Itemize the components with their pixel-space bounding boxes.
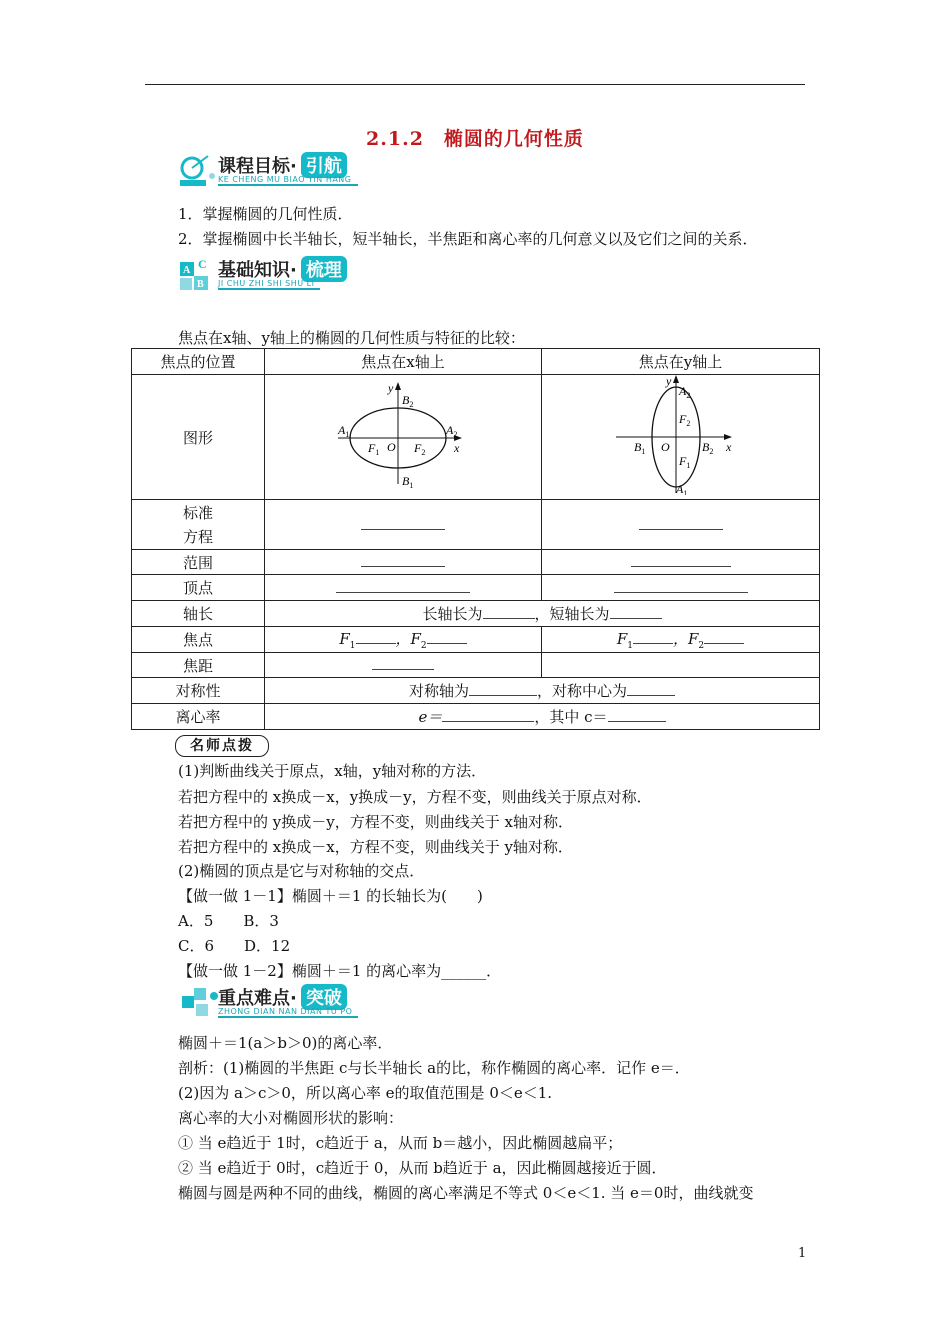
exercise-1-2: 【做一做 1－2】椭圆＋＝1 的离心率为______． [178, 962, 502, 980]
intro-line: 焦点在x轴、y轴上的椭圆的几何性质与特征的比较： [178, 329, 525, 347]
label-a2: $A_2$ [446, 423, 458, 439]
banner-basic-knowledge [178, 254, 408, 296]
page-number: 1 [798, 1246, 807, 1261]
svg-text:C: C [198, 257, 207, 271]
label-f1: $F_1$ [368, 441, 380, 457]
exercise-1-1: 【做一做 1－1】椭圆＋＝1 的长轴长为( ) [178, 887, 483, 905]
label-f2: $F_2$ [678, 412, 690, 428]
row-label-focus: 焦点 [132, 627, 265, 653]
tip-tag: 名师点拨 [175, 735, 269, 757]
banner-key-points [178, 982, 408, 1024]
focus-line: ① 当 e趋近于 1时，c趋近于 a，从而 b＝越小，因此椭圆越扁平； [178, 1134, 623, 1152]
row-label-standard-eq: 标准 方程 [132, 500, 265, 550]
row-label-eccentricity: 离心率 [132, 704, 265, 730]
ellipse-x-diagram [328, 380, 478, 490]
table-row [132, 601, 820, 627]
focus-y-cell: $F_1$ ，$F_2$ [542, 627, 820, 653]
row-label-vertex: 顶点 [132, 575, 265, 601]
table-row [132, 575, 820, 601]
y-axis-label: y [388, 381, 394, 395]
focus-line: (2)因为 a＞c＞0，所以离心率 e的取值范围是 0＜e＜1. [178, 1084, 553, 1102]
options-ab: A．5 B．3 [178, 912, 279, 930]
table-header-y: 焦点在y轴上 [542, 349, 820, 375]
tip-line: 若把方程中的 x换成－x，方程不变，则曲线关于 y轴对称． [178, 838, 573, 856]
label-o: O [387, 440, 396, 454]
blank-cell [542, 550, 820, 575]
symmetry-cell: 对称轴为 ，对称中心为 [265, 678, 820, 704]
options-cd: C．6 D．12 [178, 937, 291, 955]
label-b1: $B_1$ [402, 474, 414, 490]
tip-line: (2)椭圆的顶点是它与对称轴的交点． [178, 862, 425, 880]
table-header-position: 焦点的位置 [132, 349, 265, 375]
label-f2: $F_2$ [414, 441, 426, 457]
tip-line: 若把方程中的 y换成－y，方程不变，则曲线关于 x轴对称． [178, 813, 573, 831]
empty-cell [542, 653, 820, 678]
row-label-focal-distance: 焦距 [132, 653, 265, 678]
table-header-x: 焦点在x轴上 [265, 349, 542, 375]
banner-main: 基础知识· 梳理 [218, 256, 347, 282]
blank-cell [265, 500, 542, 550]
banner-sub: JI CHU ZHI SHI SHU LI [218, 279, 320, 290]
tip-line: (1)判断曲线关于原点，x轴，y轴对称的方法． [178, 762, 487, 780]
label-b2: $B_2$ [402, 393, 414, 409]
table-row [132, 704, 820, 730]
table-row [132, 349, 820, 375]
ellipse-y-figure [542, 375, 820, 500]
banner-main: 课程目标· 引航 [218, 152, 347, 178]
ellipse-x-figure [265, 375, 542, 500]
label-a1: $A_1$ [675, 482, 687, 495]
blank-cell [542, 575, 820, 601]
row-label-symmetry: 对称性 [132, 678, 265, 704]
banner-sub: ZHONG DIAN NAN DIAN TU PO [218, 1007, 358, 1018]
row-label-range: 范围 [132, 550, 265, 575]
goal-1: 1．掌握椭圆的几何性质． [178, 205, 353, 223]
label-o: O [660, 440, 670, 454]
comparison-table [131, 348, 820, 730]
page-title: 2.1.2 椭圆的几何性质 [366, 128, 584, 150]
eccentricity-cell: e＝ ，其中 c＝ [265, 704, 820, 730]
label-a2: $A_2$ [678, 384, 690, 400]
axis-length-cell: 长轴长为 ，短轴长为 [265, 601, 820, 627]
x-axis-label: x [725, 440, 731, 454]
tip-line: 若把方程中的 x换成－x，y换成－y，方程不变，则曲线关于原点对称． [178, 788, 652, 806]
label-f1: $F_1$ [678, 454, 690, 470]
focus-line: 离心率的大小对椭圆形状的影响： [178, 1109, 404, 1127]
blank-cell [265, 575, 542, 601]
blank-cell [542, 500, 820, 550]
row-label-axis: 轴长 [132, 601, 265, 627]
svg-text:A: A [183, 265, 191, 276]
focus-line: 椭圆与圆是两种不同的曲线，椭圆的离心率满足不等式 0＜e＜1. 当 e＝0时，曲线就变 [178, 1184, 754, 1202]
header-rule [145, 84, 805, 85]
goal-2: 2．掌握椭圆中长半轴长，短半轴长，半焦距和离心率的几何意义以及它们之间的关系． [178, 230, 758, 248]
ellipse-y-diagram [616, 375, 746, 495]
table-row [132, 550, 820, 575]
table-row [132, 375, 820, 500]
focus-x-cell: $F_1$ ，$F_2$ [265, 627, 542, 653]
focus-line: ② 当 e趋近于 0时，c趋近于 0，从而 b趋近于 a，因此椭圆越接近于圆． [178, 1159, 667, 1177]
banner-course-goals [178, 150, 388, 192]
label-a1: $A_1$ [338, 423, 350, 439]
row-label-figure: 图形 [132, 375, 265, 500]
banner-main: 重点难点· 突破 [218, 984, 347, 1010]
focus-line: 剖析：(1)椭圆的半焦距 c与长半轴长 a的比，称作椭圆的离心率．记作 e＝． [178, 1059, 690, 1077]
focus-line: 椭圆＋＝1(a＞b＞0)的离心率． [178, 1034, 393, 1052]
blank-cell [265, 550, 542, 575]
x-axis-label: x [454, 441, 460, 455]
table-row [132, 653, 820, 678]
table-row [132, 627, 820, 653]
banner-sub: KE CHENG MU BIAO YIN HANG [218, 175, 358, 186]
label-b2: $B_2$ [701, 440, 713, 456]
blank-cell [265, 653, 542, 678]
svg-text:B: B [197, 279, 204, 290]
table-row [132, 500, 820, 550]
table-row [132, 678, 820, 704]
label-b1: $B_1$ [633, 440, 645, 456]
y-axis-label: y [665, 375, 671, 388]
